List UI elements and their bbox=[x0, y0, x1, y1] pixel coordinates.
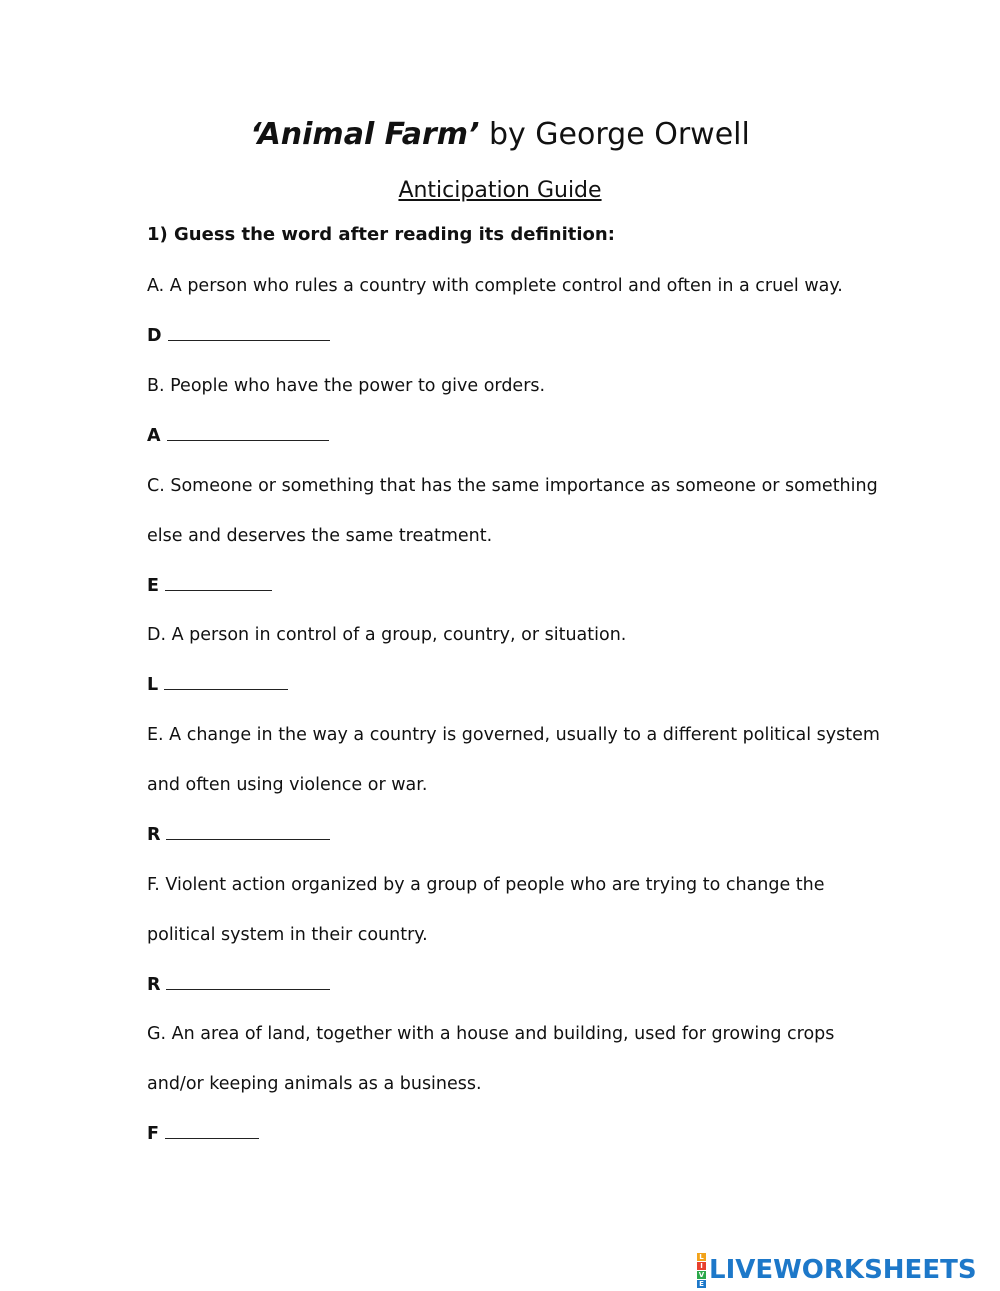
answer-row-b bbox=[147, 426, 329, 446]
title-close-quote: ’ bbox=[468, 117, 480, 152]
answer-row-g bbox=[147, 1124, 259, 1144]
logo-block-l: L bbox=[697, 1253, 706, 1261]
answer-row-d bbox=[147, 675, 288, 695]
definition-f-line-1: F. Violent action organized by a group of people who are trying to change the bbox=[147, 875, 825, 895]
document-title bbox=[0, 117, 1000, 152]
answer-blank-a[interactable] bbox=[168, 328, 330, 341]
definition-e-line-2: and often using violence or war. bbox=[147, 775, 428, 795]
definition-c-line-2: else and deserves the same treatment. bbox=[147, 526, 493, 546]
answer-blank-f[interactable] bbox=[166, 977, 330, 990]
definition-d: D. A person in control of a group, country, or situation. bbox=[147, 625, 627, 645]
definition-g-line-1: G. An area of land, together with a house and building, used for growing crops bbox=[147, 1024, 835, 1044]
answer-blank-e[interactable] bbox=[166, 827, 330, 840]
definition-f-line-2: political system in their country. bbox=[147, 925, 428, 945]
answer-letter-c: E bbox=[147, 576, 159, 596]
definition-a: A. A person who rules a country with complete control and often in a cruel way. bbox=[147, 276, 843, 296]
answer-letter-f: R bbox=[147, 975, 161, 995]
answer-letter-e: R bbox=[147, 825, 161, 845]
section-heading: 1) Guess the word after reading its definition: bbox=[147, 224, 615, 245]
answer-blank-d[interactable] bbox=[164, 677, 288, 690]
definition-b: B. People who have the power to give orders. bbox=[147, 376, 546, 396]
title-author: by George Orwell bbox=[479, 117, 750, 152]
logo-block-v: V bbox=[698, 1270, 705, 1279]
answer-blank-g[interactable] bbox=[165, 1126, 259, 1139]
liveworksheets-logo bbox=[697, 1252, 977, 1288]
document-subtitle: Anticipation Guide bbox=[398, 178, 602, 203]
book-title: Animal Farm bbox=[257, 117, 469, 152]
answer-blank-c[interactable] bbox=[165, 578, 272, 591]
answer-row-c bbox=[147, 576, 272, 596]
answer-letter-b: A bbox=[147, 426, 161, 446]
logo-block-e: E bbox=[697, 1280, 706, 1288]
answer-letter-d: L bbox=[147, 675, 159, 695]
answer-letter-a: D bbox=[147, 326, 162, 346]
answer-row-e bbox=[147, 825, 330, 845]
answer-letter-g: F bbox=[147, 1124, 159, 1144]
logo-block-i: I bbox=[697, 1262, 706, 1270]
answer-row-f bbox=[147, 975, 330, 995]
answer-row-a bbox=[147, 326, 330, 346]
logo-blocks-icon bbox=[697, 1253, 706, 1288]
definition-c-line-1: C. Someone or something that has the same importance as someone or something bbox=[147, 476, 878, 496]
answer-blank-b[interactable] bbox=[167, 428, 329, 441]
logo-text: LIVEWORKSHEETS bbox=[709, 1255, 977, 1285]
definition-e-line-1: E. A change in the way a country is governed, usually to a different political system bbox=[147, 725, 880, 745]
title-open-quote: ‘ bbox=[250, 117, 258, 152]
definition-g-line-2: and/or keeping animals as a business. bbox=[147, 1074, 482, 1094]
